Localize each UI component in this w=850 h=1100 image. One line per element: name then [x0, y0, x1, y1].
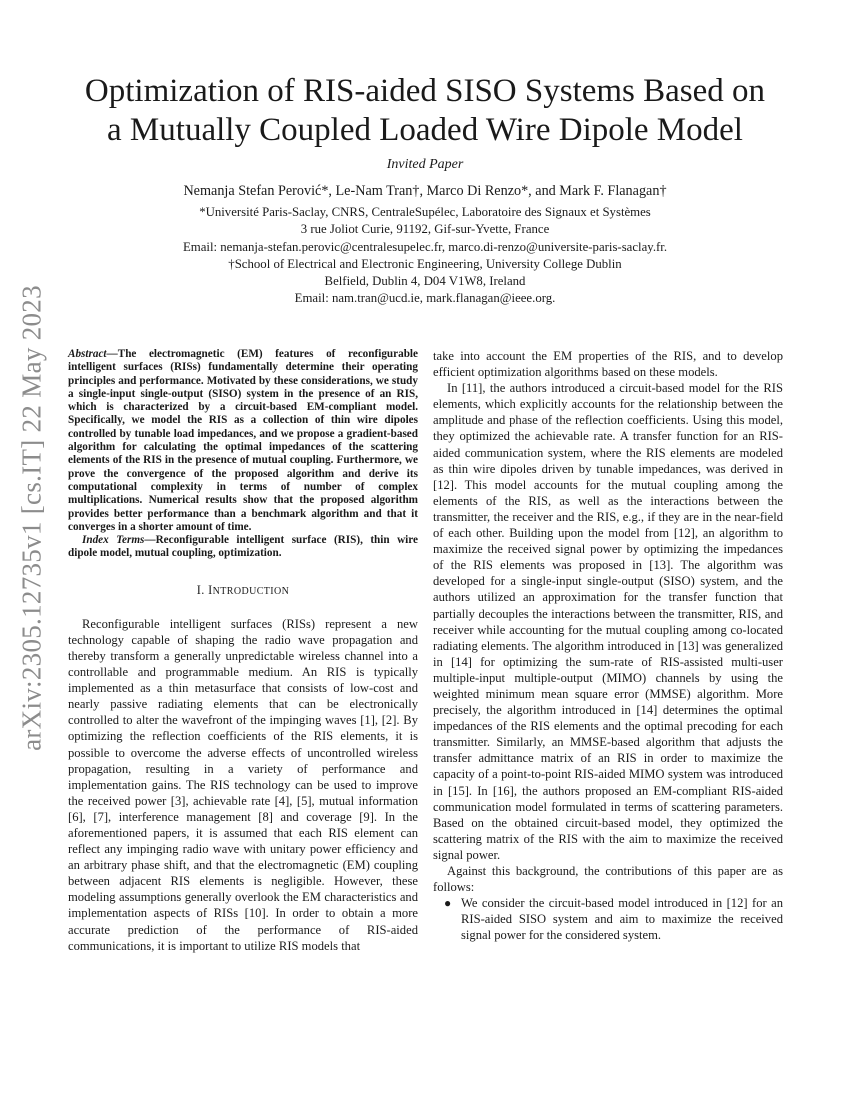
right-column: [433, 348, 783, 943]
affiliation-email-line: Email: nam.tran@ucd.ie, mark.flanagan@ieee.org.: [294, 291, 556, 306]
paper-type-label: Invited Paper: [386, 157, 464, 172]
list-item-text: We consider the circuit-based model introduced in [12] for an RIS-aided SISO system and aim to maximize the received signal power for the considered system.: [461, 896, 783, 943]
section-title: NTRODUCTION: [212, 585, 290, 597]
contributions-list: [433, 895, 783, 943]
paragraph-continuation: take into account the EM properties of the RIS, and to develop efficient optimization algorithms based on these models.: [433, 349, 783, 380]
section-number: I. I: [196, 582, 213, 597]
affiliation-line: 3 rue Joliot Curie, 91192, Gif-sur-Yvette, France: [300, 222, 550, 237]
list-item: [444, 895, 783, 943]
arxiv-identifier-stamp: [14, 268, 50, 768]
abstract-label: Abstract: [68, 348, 107, 360]
paper-title-line-2: a Mutually Coupled Loaded Wire Dipole Model: [107, 112, 743, 148]
paper-title-line-1: Optimization of RIS-aided SISO Systems Based on: [84, 73, 766, 109]
index-terms-text: —Reconfigurable intelligent surface (RIS), thin wire dipole model, mutual coupling, optimization.: [68, 534, 418, 560]
affiliation-line: Belfield, Dublin 4, D04 V1W8, Ireland: [324, 274, 526, 289]
index-terms-label: Index Terms: [82, 534, 145, 547]
left-column: [68, 348, 418, 954]
introduction-body-left: [68, 616, 418, 954]
paragraph: In [11], the authors introduced a circuit-based model for the RIS elements, which explicitly accounts for the relationship between the amplitude and phase of the reflection coefficients. Using this model, they optimized the achievable rate. A transfer function for an RIS-aided communication system, where the RIS elements are modeled as thin wire dipoles driven by tunable impedances, was derived in [12]. This model accounts for the mutual coupling among the elements of the RIS, as well as the interactions between the transmitter, the receiver and the RIS, e.g., if they are in the near-field of each other. Building upon the model from [12], an algorithm to maximize the received signal power by optimizing the impedances of the RIS elements was proposed in [13]. The algorithm was developed for a single-input single-output (SISO) system, and the authors utilized an approximation for the transfer function that partially decouples the interactions between the transmitter, RIS, and receiver while accounting for the mutual coupling among co-located radiating elements. The algorithm introduced in [13] was generalized in [14] for optimizing the sum-rate of RIS-assisted multi-user multiple-input multiple-output (MIMO) channels by using the weighted minimum mean square error (MMSE) algorithm. More precisely, the algorithm introduced in [14] determines the optimal impedances of the RIS elements and the optimal precoding for each transmitter. Similarly, an MMSE-based algorithm that adjusts the transfer admittance matrix of an RIS in order to maximize the capacity of a point-to-point RIS-aided MIMO system was introduced in [15]. In [16], the authors proposed an EM-compliant RIS-aided communication model formulated in terms of scattering parameters. Based on the obtained circuit-based model, they optimized the scattering matrix of the RIS with the aim to maximize the received signal power.: [433, 381, 783, 862]
abstract-text: —The electromagnetic (EM) features of reconfigurable intelligent surfaces (RISs) fundamentally determine their operating principles and performance. Motivated by these considerations, we study a single-input single-output (SISO) system in the presence of an RIS, which is characterized by a circuit-based EM-compliant model. Specifically, we model the RIS as a collection of thin wire dipoles controlled by tunable load impedances, and we propose a gradient-based algorithm for calculating the optimal impedances of the scattering elements of the RIS in the presence of mutual coupling. Furthermore, we prove the convergence of the proposed algorithm and derive its computational complexity in terms of number of complex multiplications. Numerical results show that the proposed algorithm provides better performance than a benchmark algorithm and that it converges in a shorter amount of time.: [68, 348, 418, 533]
section-heading-introduction: [68, 583, 418, 598]
introduction-body-right: [433, 348, 783, 895]
author-list: Nemanja Stefan Perović*, Le-Nam Tran†, Marco Di Renzo*, and Mark F. Flanagan†: [183, 183, 667, 199]
affiliation-line: †School of Electrical and Electronic Engineering, University College Dublin: [228, 256, 622, 271]
paragraph: Reconfigurable intelligent surfaces (RISs) represent a new technology capable of shaping the radio wave propagation and thereby transform a generally unpredictable wireless channel into a controllable and programmable medium. An RIS is typically implemented as a thin metasurface that consists of low-cost and nearly passive radiating elements that can be electronically controlled to alter the wavefront of the impinging waves [1], [2]. By optimizing the reflection coefficients of the RIS elements, it is possible to overcome the adverse effects of uncontrolled wireless propagation, resulting in a variety of performance and implementation gains. The RIS technology can be used to improve the received power [3], achievable rate [4], [5], mutual information [6], [7], interference management [8] and coverage [9]. In the aforementioned papers, it is assumed that each RIS element can reflect any impinging radio wave with unitary power efficiency and an arbitrary phase shift, and that the electromagnetic (EM) coupling between adjacent RIS elements is negligible. However, these modeling assumptions generally overlook the EM characteristics and implementation aspects of RISs [10]. In order to obtain a more accurate prediction of the performance of RIS-aided communications, it is important to utilize RIS models that: [68, 616, 418, 953]
affiliation-email-line: Email: nemanja-stefan.perovic@centralesupelec.fr, marco.di-renzo@universite-paris-saclay.fr.: [182, 239, 668, 254]
paper-title: [60, 72, 790, 150]
paragraph: Against this background, the contributions of this paper are as follows:: [433, 864, 783, 895]
abstract: [68, 348, 418, 534]
bullet-icon: ●: [444, 896, 452, 911]
affiliation-line: *Université Paris-Saclay, CNRS, CentraleSupélec, Laboratoire des Signaux et Systèmes: [199, 205, 651, 219]
index-terms: [68, 534, 418, 561]
arxiv-identifier-text: arXiv:2305.12735v1 [cs.IT] 22 May 2023: [16, 285, 47, 751]
affiliations-block: [60, 204, 790, 308]
